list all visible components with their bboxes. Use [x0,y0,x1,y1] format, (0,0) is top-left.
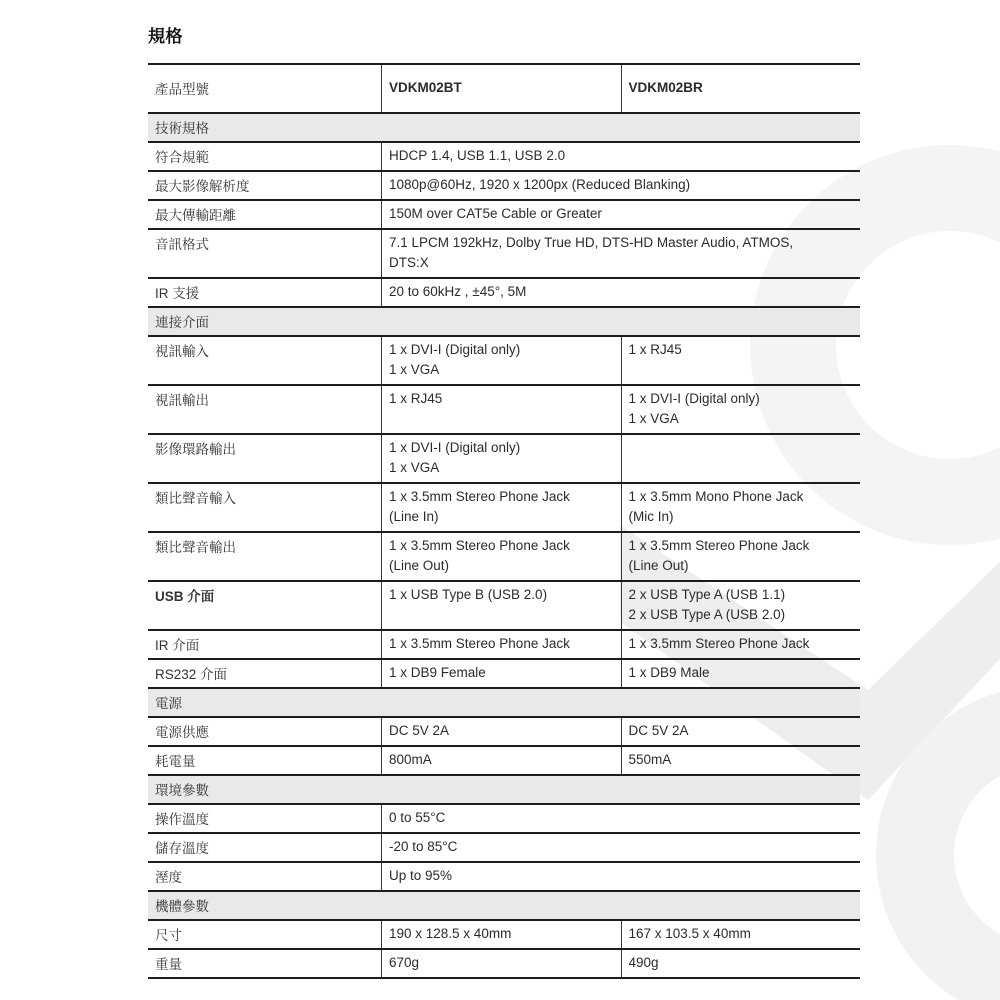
value-line: 20 to 60kHz , ±45°, 5M [389,284,527,299]
value-cell [621,65,861,112]
spec-row [148,921,860,950]
value-line: Up to 95% [389,868,453,883]
row-label: IR 介面 [155,638,200,653]
value-cell [381,660,621,687]
value-cell [381,279,860,306]
value-line: 1 x 3.5mm Stereo Phone Jack [389,489,570,504]
value-cell [381,834,860,861]
section-title: 連接介面 [155,315,209,330]
value-cell [381,172,860,199]
value-cell [621,337,861,384]
spec-row [148,279,860,308]
value-line: 490g [628,955,659,970]
section-header-row [148,114,860,143]
value-cell [381,863,860,890]
value-line: 1080p@60Hz, 1920 x 1200px (Reduced Blanking) [389,177,691,192]
value-cell [381,805,860,832]
value-line: VDKM02BT [389,80,462,95]
row-label: RS232 介面 [155,667,228,682]
value-line: (Mic In) [628,509,674,524]
value-line: 7.1 LPCM 192kHz, Dolby True HD, DTS-HD Master Audio, ATMOS, [389,235,794,250]
value-cell [381,435,621,482]
value-cell [381,950,621,977]
row-label: USB 介面 [155,589,215,604]
spec-row [148,230,860,279]
value-line: (Line Out) [389,558,450,573]
spec-row [148,805,860,834]
row-label: 視訊輸出 [155,393,209,408]
row-label: IR 支援 [155,286,200,301]
row-label: 溼度 [155,870,182,885]
value-cell [381,337,621,384]
value-cell [381,484,621,531]
section-header-row [148,892,860,921]
value-cell [621,386,861,433]
row-label: 最大影像解析度 [155,179,250,194]
value-cell [621,921,861,948]
row-label: 耗電量 [155,754,196,769]
section-title: 電源 [155,696,182,711]
value-cell [621,950,861,977]
spec-row [148,863,860,892]
value-cell [381,230,860,277]
row-label: 類比聲音輸入 [155,491,236,506]
spec-row [148,582,860,631]
page-title: 規格 [148,27,183,46]
value-line: 1 x DVI-I (Digital only) [628,391,760,406]
row-label: 視訊輸入 [155,344,209,359]
value-cell [381,631,621,658]
value-cell [621,435,861,482]
value-line: 550mA [628,752,672,767]
value-line: 0 to 55°C [389,810,446,825]
value-cell [621,484,861,531]
value-cell [381,747,621,774]
spec-row [148,747,860,776]
row-label: 重量 [155,957,182,972]
spec-table [148,63,860,979]
value-cell [621,582,861,629]
value-line: 2 x USB Type A (USB 1.1) [628,587,786,602]
value-cell [381,143,860,170]
row-label: 最大傳輸距離 [155,208,236,223]
value-line: 1 x DVI-I (Digital only) [389,440,521,455]
value-line: 1 x 3.5mm Mono Phone Jack [628,489,804,504]
value-cell [381,582,621,629]
row-label: 影像環路輸出 [155,442,236,457]
value-line: 190 x 128.5 x 40mm [389,926,512,941]
row-label: 符合規範 [155,150,209,165]
value-cell [621,747,861,774]
row-label: 電源供應 [155,725,209,740]
value-cell [381,921,621,948]
value-cell [621,533,861,580]
value-line: 1 x VGA [628,411,679,426]
value-line: 2 x USB Type A (USB 2.0) [628,607,786,622]
value-cell [381,65,621,112]
value-cell [381,386,621,433]
row-label: 類比聲音輸出 [155,540,236,555]
value-line: -20 to 85°C [389,839,458,854]
spec-row [148,65,860,114]
value-line: 1 x RJ45 [628,342,682,357]
value-line: (Line Out) [628,558,689,573]
row-label: 音訊格式 [155,237,209,252]
spec-row [148,172,860,201]
value-cell [621,718,861,745]
value-line: 1 x DB9 Female [389,665,486,680]
spec-row [148,718,860,747]
value-line: DC 5V 2A [389,723,450,738]
value-cell [621,631,861,658]
value-line: 1 x RJ45 [389,391,443,406]
spec-row [148,435,860,484]
spec-row [148,484,860,533]
section-header-row [148,308,860,337]
value-line: 800mA [389,752,432,767]
section-title: 機體參數 [155,899,209,914]
value-line: 1 x VGA [389,362,440,377]
value-line: 1 x DVI-I (Digital only) [389,342,521,357]
spec-row [148,660,860,689]
value-line: 670g [389,955,420,970]
section-title: 技術規格 [155,121,209,136]
value-cell [381,201,860,228]
value-cell [381,533,621,580]
value-line: 1 x 3.5mm Stereo Phone Jack [628,538,810,553]
section-header-row [148,689,860,718]
spec-row [148,950,860,979]
value-line: VDKM02BR [628,80,703,95]
row-label: 儲存溫度 [155,841,209,856]
value-line: (Line In) [389,509,439,524]
spec-row [148,337,860,386]
value-line: 1 x VGA [389,460,440,475]
value-cell [621,660,861,687]
value-line: 1 x 3.5mm Stereo Phone Jack [389,538,570,553]
value-line: 1 x USB Type B (USB 2.0) [389,587,548,602]
spec-row [148,201,860,230]
section-header-row [148,776,860,805]
spec-row [148,143,860,172]
value-line: DTS:X [389,255,429,270]
row-label: 尺寸 [155,928,182,943]
value-cell [381,718,621,745]
row-label: 產品型號 [155,82,209,97]
value-line: 167 x 103.5 x 40mm [628,926,751,941]
row-label: 操作溫度 [155,812,209,827]
spec-row [148,834,860,863]
spec-row [148,631,860,660]
value-line: DC 5V 2A [628,723,689,738]
value-line: 1 x 3.5mm Stereo Phone Jack [628,636,810,651]
spec-row [148,533,860,582]
value-line: 150M over CAT5e Cable or Greater [389,206,602,221]
spec-row [148,386,860,435]
value-line: HDCP 1.4, USB 1.1, USB 2.0 [389,148,566,163]
section-title: 環境參數 [155,783,209,798]
value-line: 1 x 3.5mm Stereo Phone Jack [389,636,570,651]
value-line: 1 x DB9 Male [628,665,710,680]
